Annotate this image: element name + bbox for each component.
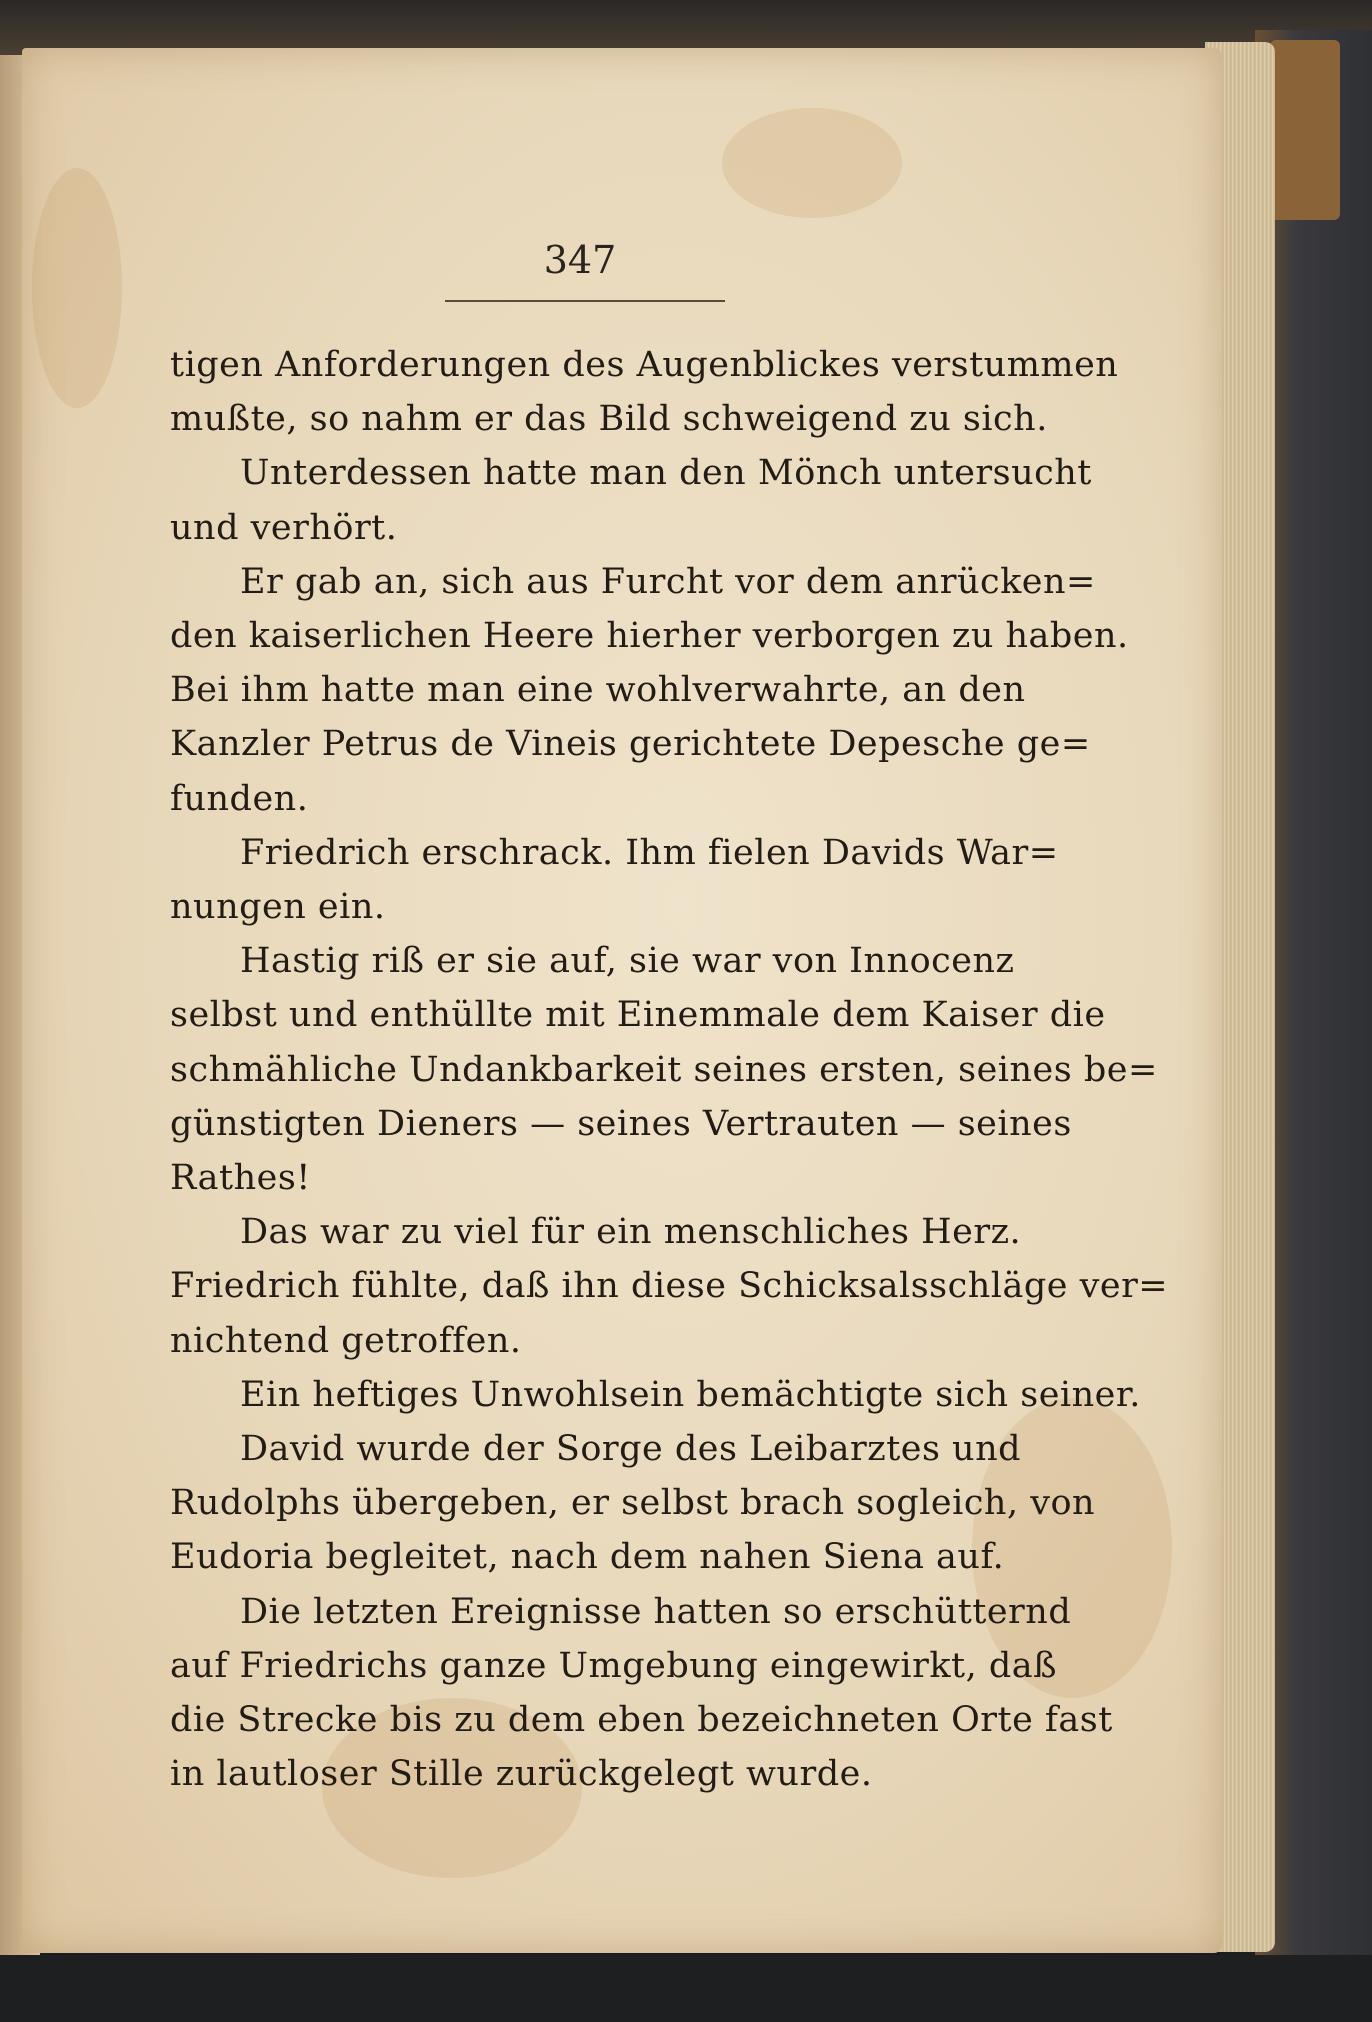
text-line: tigen Anforderungen des Augenblickes verstummen bbox=[170, 345, 1119, 385]
text-line: Friedrich fühlte, daß ihn diese Schicksalsschläge ver= bbox=[170, 1266, 1169, 1307]
header-rule bbox=[445, 300, 725, 302]
text-line: David wurde der Sorge des Leibarztes und bbox=[240, 1429, 1022, 1469]
text-line: mußte, so nahm er das Bild schweigend zu sich. bbox=[170, 399, 1048, 440]
text-line: schmähliche Undankbarkeit seines ersten, seines be= bbox=[170, 1049, 1158, 1090]
paper-stain bbox=[32, 168, 122, 408]
text-line: selbst und enthüllte mit Einemmale dem Kaiser die bbox=[170, 995, 1106, 1036]
paper-stain bbox=[722, 108, 902, 218]
text-line: Eudoria begleitet, nach dem nahen Siena auf. bbox=[170, 1537, 1005, 1578]
text-line: nungen ein. bbox=[170, 887, 386, 927]
text-line: Kanzler Petrus de Vineis gerichtete Depesche ge= bbox=[170, 724, 1091, 765]
book-cover-top bbox=[0, 0, 1372, 55]
text-line: günstigten Dieners — seines Vertrauten — seines bbox=[170, 1103, 1072, 1144]
text-line: auf Friedrichs ganze Umgebung eingewirkt, daß bbox=[170, 1645, 1058, 1686]
text-line: Ein heftiges Unwohlsein bemächtigte sich seiner. bbox=[240, 1374, 1141, 1415]
page-number: 347 bbox=[543, 238, 617, 282]
text-line: in lautloser Stille zurückgelegt wurde. bbox=[170, 1754, 873, 1795]
text-line: und verhört. bbox=[170, 507, 398, 548]
text-line: Die letzten Ereignisse hatten so erschütternd bbox=[240, 1591, 1072, 1632]
text-line: Rathes! bbox=[170, 1158, 311, 1198]
text-line: den kaiserlichen Heere hierher verborgen zu haben. bbox=[170, 616, 1129, 656]
text-line: Unterdessen hatte man den Mönch untersucht bbox=[240, 453, 1092, 494]
text-line: die Strecke bis zu dem eben bezeichneten Orte fast bbox=[170, 1700, 1113, 1740]
text-line: nichtend getroffen. bbox=[170, 1320, 522, 1361]
text-line: Friedrich erschrack. Ihm fielen Davids War= bbox=[240, 832, 1059, 873]
background-bottom bbox=[0, 1955, 1372, 2022]
text-line: Rudolphs übergeben, er selbst brach sogleich, von bbox=[170, 1483, 1096, 1524]
cover-leather-corner bbox=[1270, 40, 1340, 220]
text-line: Er gab an, sich aus Furcht vor dem anrücken= bbox=[240, 561, 1096, 602]
text-line: Bei ihm hatte man eine wohlverwahrte, an den bbox=[170, 670, 1026, 711]
text-line: Hastig riß er sie auf, sie war von Innocenz bbox=[240, 941, 1015, 982]
text-line: funden. bbox=[170, 778, 309, 819]
text-line: Das war zu viel für ein menschliches Herz. bbox=[240, 1212, 1022, 1253]
